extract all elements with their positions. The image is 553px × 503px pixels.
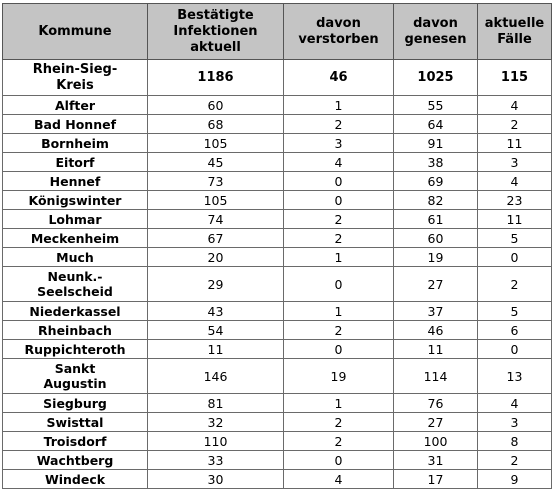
total-name-cell: Rhein-Sieg- Kreis xyxy=(3,60,148,96)
kommune-name-cell: Lohmar xyxy=(3,210,148,229)
deceased-cell: 1 xyxy=(284,248,394,267)
infections-cell: 105 xyxy=(148,191,284,210)
infections-cell: 45 xyxy=(148,153,284,172)
table-row xyxy=(3,134,552,153)
header-recovered: davon genesen xyxy=(394,4,478,60)
table-row xyxy=(3,413,552,432)
total-current-cell: 115 xyxy=(478,60,552,96)
kommune-name-cell: Siegburg xyxy=(3,394,148,413)
recovered-cell: 19 xyxy=(394,248,478,267)
deceased-cell: 1 xyxy=(284,302,394,321)
deceased-cell: 0 xyxy=(284,172,394,191)
kommune-name-cell: Bornheim xyxy=(3,134,148,153)
header-current-cases: aktuelle Fälle xyxy=(478,4,552,60)
current-cell: 3 xyxy=(478,413,552,432)
table-row xyxy=(3,432,552,451)
total-recovered-cell: 1025 xyxy=(394,60,478,96)
table-row xyxy=(3,191,552,210)
current-cell: 5 xyxy=(478,229,552,248)
deceased-cell: 3 xyxy=(284,134,394,153)
infections-cell: 73 xyxy=(148,172,284,191)
current-cell: 13 xyxy=(478,359,552,394)
deceased-cell: 2 xyxy=(284,210,394,229)
table-row xyxy=(3,470,552,489)
table-row xyxy=(3,340,552,359)
recovered-cell: 38 xyxy=(394,153,478,172)
infections-cell: 67 xyxy=(148,229,284,248)
kommune-name-cell: Niederkassel xyxy=(3,302,148,321)
table-row xyxy=(3,153,552,172)
table-row xyxy=(3,248,552,267)
current-cell: 3 xyxy=(478,153,552,172)
recovered-cell: 69 xyxy=(394,172,478,191)
current-cell: 4 xyxy=(478,394,552,413)
header-kommune: Kommune xyxy=(3,4,148,60)
deceased-cell: 0 xyxy=(284,451,394,470)
recovered-cell: 100 xyxy=(394,432,478,451)
deceased-cell: 0 xyxy=(284,267,394,302)
recovered-cell: 27 xyxy=(394,267,478,302)
deceased-cell: 2 xyxy=(284,413,394,432)
recovered-cell: 46 xyxy=(394,321,478,340)
kommune-name-cell: Neunk.- Seelscheid xyxy=(3,267,148,302)
kommune-name-cell: Much xyxy=(3,248,148,267)
deceased-cell: 4 xyxy=(284,153,394,172)
infections-cell: 105 xyxy=(148,134,284,153)
infections-cell: 60 xyxy=(148,96,284,115)
current-cell: 4 xyxy=(478,172,552,191)
deceased-cell: 2 xyxy=(284,229,394,248)
kommune-name-cell: Hennef xyxy=(3,172,148,191)
current-cell: 8 xyxy=(478,432,552,451)
kommune-name-cell: Windeck xyxy=(3,470,148,489)
recovered-cell: 55 xyxy=(394,96,478,115)
infection-table xyxy=(2,3,552,489)
table-row xyxy=(3,302,552,321)
recovered-cell: 27 xyxy=(394,413,478,432)
header-row xyxy=(3,4,552,60)
kommune-name-cell: Troisdorf xyxy=(3,432,148,451)
current-cell: 2 xyxy=(478,451,552,470)
recovered-cell: 31 xyxy=(394,451,478,470)
recovered-cell: 91 xyxy=(394,134,478,153)
recovered-cell: 76 xyxy=(394,394,478,413)
infections-cell: 20 xyxy=(148,248,284,267)
kommune-name-cell: Alfter xyxy=(3,96,148,115)
deceased-cell: 1 xyxy=(284,394,394,413)
current-cell: 6 xyxy=(478,321,552,340)
table-row xyxy=(3,321,552,340)
infections-cell: 110 xyxy=(148,432,284,451)
table-row xyxy=(3,172,552,191)
kommune-name-cell: Königswinter xyxy=(3,191,148,210)
infections-cell: 54 xyxy=(148,321,284,340)
deceased-cell: 1 xyxy=(284,96,394,115)
infections-cell: 81 xyxy=(148,394,284,413)
total-row xyxy=(3,60,552,96)
recovered-cell: 114 xyxy=(394,359,478,394)
infections-cell: 11 xyxy=(148,340,284,359)
kommune-name-cell: Bad Honnef xyxy=(3,115,148,134)
table-body xyxy=(3,60,552,489)
recovered-cell: 82 xyxy=(394,191,478,210)
infections-cell: 30 xyxy=(148,470,284,489)
table-header xyxy=(3,4,552,60)
infections-cell: 146 xyxy=(148,359,284,394)
current-cell: 2 xyxy=(478,115,552,134)
current-cell: 4 xyxy=(478,96,552,115)
infections-cell: 74 xyxy=(148,210,284,229)
current-cell: 11 xyxy=(478,210,552,229)
kommune-name-cell: Rheinbach xyxy=(3,321,148,340)
current-cell: 9 xyxy=(478,470,552,489)
kommune-name-cell: Ruppichteroth xyxy=(3,340,148,359)
deceased-cell: 2 xyxy=(284,115,394,134)
table-row xyxy=(3,210,552,229)
infections-cell: 68 xyxy=(148,115,284,134)
recovered-cell: 60 xyxy=(394,229,478,248)
current-cell: 0 xyxy=(478,340,552,359)
current-cell: 2 xyxy=(478,267,552,302)
infections-cell: 43 xyxy=(148,302,284,321)
recovered-cell: 37 xyxy=(394,302,478,321)
header-infections: Bestätigte Infektionen aktuell xyxy=(148,4,284,60)
table-row xyxy=(3,229,552,248)
kommune-name-cell: Eitorf xyxy=(3,153,148,172)
infections-cell: 32 xyxy=(148,413,284,432)
table-row xyxy=(3,115,552,134)
kommune-name-cell: Swisttal xyxy=(3,413,148,432)
deceased-cell: 19 xyxy=(284,359,394,394)
deceased-cell: 2 xyxy=(284,321,394,340)
recovered-cell: 64 xyxy=(394,115,478,134)
infections-cell: 33 xyxy=(148,451,284,470)
current-cell: 0 xyxy=(478,248,552,267)
current-cell: 5 xyxy=(478,302,552,321)
current-cell: 11 xyxy=(478,134,552,153)
table-row xyxy=(3,359,552,394)
deceased-cell: 4 xyxy=(284,470,394,489)
kommune-name-cell: Meckenheim xyxy=(3,229,148,248)
total-infections-cell: 1186 xyxy=(148,60,284,96)
total-deceased-cell: 46 xyxy=(284,60,394,96)
header-deceased: davon verstorben xyxy=(284,4,394,60)
current-cell: 23 xyxy=(478,191,552,210)
deceased-cell: 0 xyxy=(284,340,394,359)
table-row xyxy=(3,394,552,413)
recovered-cell: 11 xyxy=(394,340,478,359)
recovered-cell: 61 xyxy=(394,210,478,229)
kommune-name-cell: Wachtberg xyxy=(3,451,148,470)
table-row xyxy=(3,267,552,302)
recovered-cell: 17 xyxy=(394,470,478,489)
kommune-name-cell: Sankt Augustin xyxy=(3,359,148,394)
deceased-cell: 2 xyxy=(284,432,394,451)
deceased-cell: 0 xyxy=(284,191,394,210)
table-row xyxy=(3,451,552,470)
table-row xyxy=(3,96,552,115)
infections-cell: 29 xyxy=(148,267,284,302)
